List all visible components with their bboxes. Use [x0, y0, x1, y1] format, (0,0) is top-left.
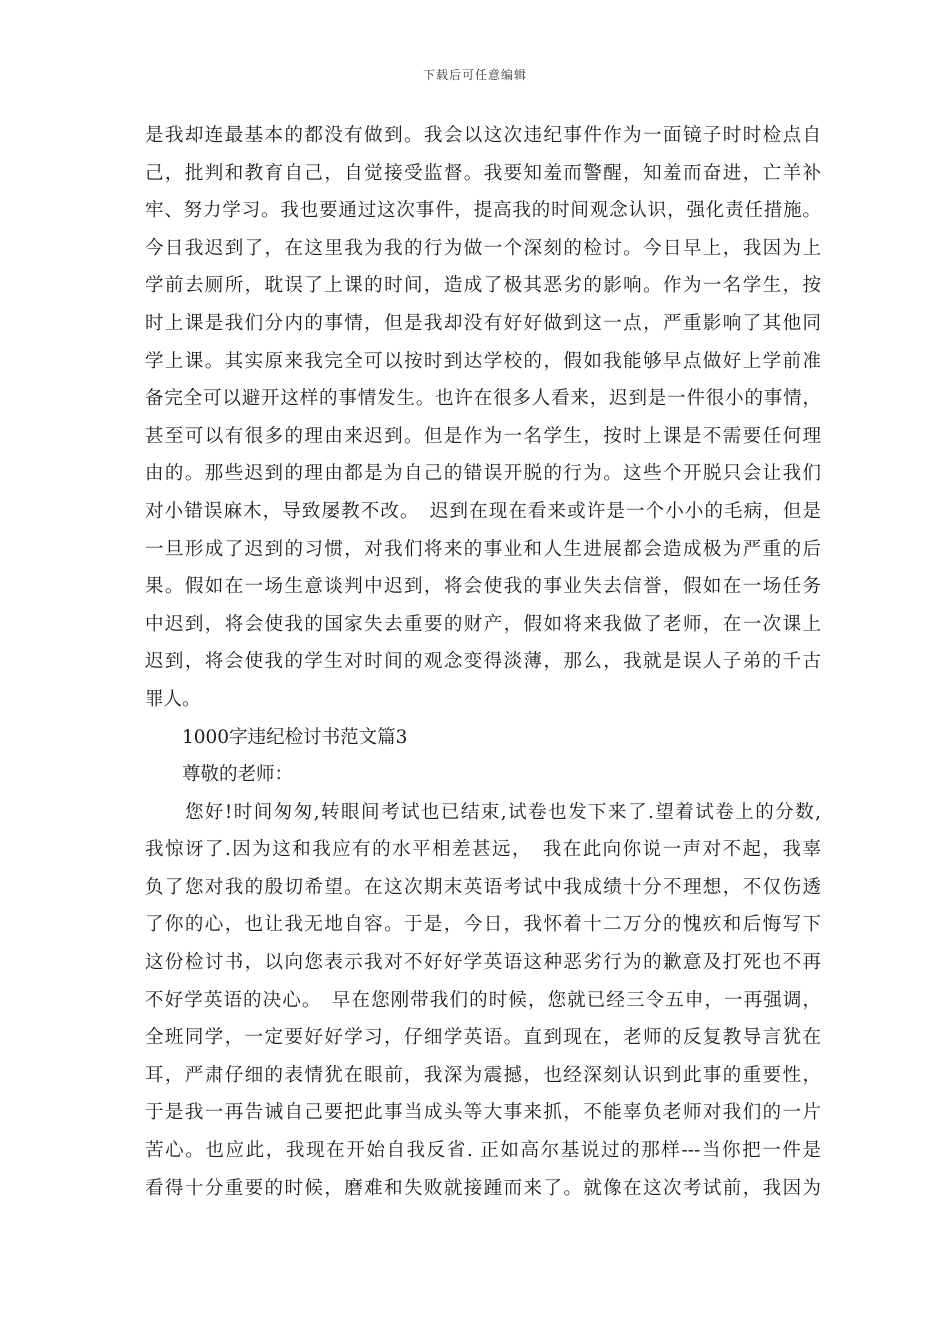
- text-line: 今日我迟到了，在这里我为我的行为做一个深刻的检讨。今日早上，我因为上: [145, 237, 821, 259]
- text-line: 学前去厕所，耽误了上课的时间，造成了极其恶劣的影响。作为一名学生，按: [145, 275, 821, 297]
- text-line: 我惊讶了.因为这和我应有的水平相差甚远， 我在此向你说一声对不起，我辜: [145, 839, 821, 861]
- text-line: 果。假如在一场生意谈判中迟到，将会使我的事业失去信誉，假如在一场任务: [145, 576, 821, 598]
- text-line: 全班同学，一定要好好学习，仔细学英语。直到现在，老师的反复教导言犹在: [145, 1027, 821, 1049]
- text-line: 时上课是我们分内的事情，但是我却没有好好做到这一点，严重影响了其他同: [145, 312, 821, 334]
- text-line: 备完全可以避开这样的事情发生。也许在很多人看来，迟到是一件很小的事情，: [145, 388, 821, 410]
- text-line: 己，批判和教育自己，自觉接受监督。我要知羞而警醒，知羞而奋进，亡羊补: [145, 162, 821, 184]
- text-line: 您好!时间匆匆,转眼间考试也已结束,试卷也发下来了.望着试卷上的分数,: [145, 801, 821, 823]
- document-body: [145, 117, 821, 1207]
- text-line: 牢、努力学习。我也要通过这次事件，提高我的时间观念认识，强化责任措施。: [145, 200, 821, 222]
- text-line: 尊敬的老师：: [145, 764, 294, 786]
- text-line: 这份检讨书，以向您表示我对不好好学英语这种恶劣行为的歉意及打死也不再: [145, 952, 821, 974]
- text-line: 看得十分重要的时候，磨难和失败就接踵而来了。就像在这次考试前，我因为: [145, 1177, 821, 1199]
- text-line: 由的。那些迟到的理由都是为自己的错误开脱的行为。这些个开脱只会让我们: [145, 463, 821, 485]
- text-line: 于是我一再告诫自己要把此事当成头等大事来抓，不能辜负老师对我们的一片: [145, 1102, 821, 1124]
- text-line: 不好学英语的决心。 早在您刚带我们的时候，您就已经三令五申，一再强调，: [145, 989, 821, 1011]
- text-line: 苦心。也应此，我现在开始自我反省. 正如高尔基说过的那样---当你把一件是: [145, 1140, 821, 1162]
- text-line: 了你的心，也让我无地自容。于是，今日，我怀着十二万分的愧疚和后悔写下: [145, 914, 821, 936]
- text-line: 是我却连最基本的都没有做到。我会以这次违纪事件作为一面镜子时时检点自: [145, 125, 821, 146]
- text-line: 迟到，将会使我的学生对时间的观念变得淡薄，那么，我就是误人子弟的千古: [145, 651, 821, 673]
- text-line: 对小错误麻木，导致屡教不改。 迟到在现在看来或许是一个小小的毛病，但是: [145, 500, 821, 522]
- text-line: 一旦形成了迟到的习惯，对我们将来的事业和人生进展都会造成极为严重的后: [145, 538, 821, 560]
- page-header: 下载后可任意编辑: [422, 68, 527, 82]
- text-line: 中迟到，将会使我的国家失去重要的财产，假如将来我做了老师，在一次课上: [145, 613, 821, 635]
- text-line: 罪人。: [145, 688, 201, 710]
- text-line: 学上课。其实原来我完全可以按时到达学校的，假如我能够早点做好上学前准: [145, 350, 821, 372]
- text-line: 1000字违纪检讨书范文篇3: [145, 726, 408, 748]
- text-line: 耳，严肃仔细的表情犹在眼前，我深为震撼，也经深刻认识到此事的重要性，: [145, 1064, 821, 1086]
- text-line: 甚至可以有很多的理由来迟到。但是作为一名学生，按时上课是不需要任何理: [145, 425, 821, 447]
- text-line: 负了您对我的殷切希望。在这次期末英语考试中我成绩十分不理想，不仅伤透: [145, 876, 821, 898]
